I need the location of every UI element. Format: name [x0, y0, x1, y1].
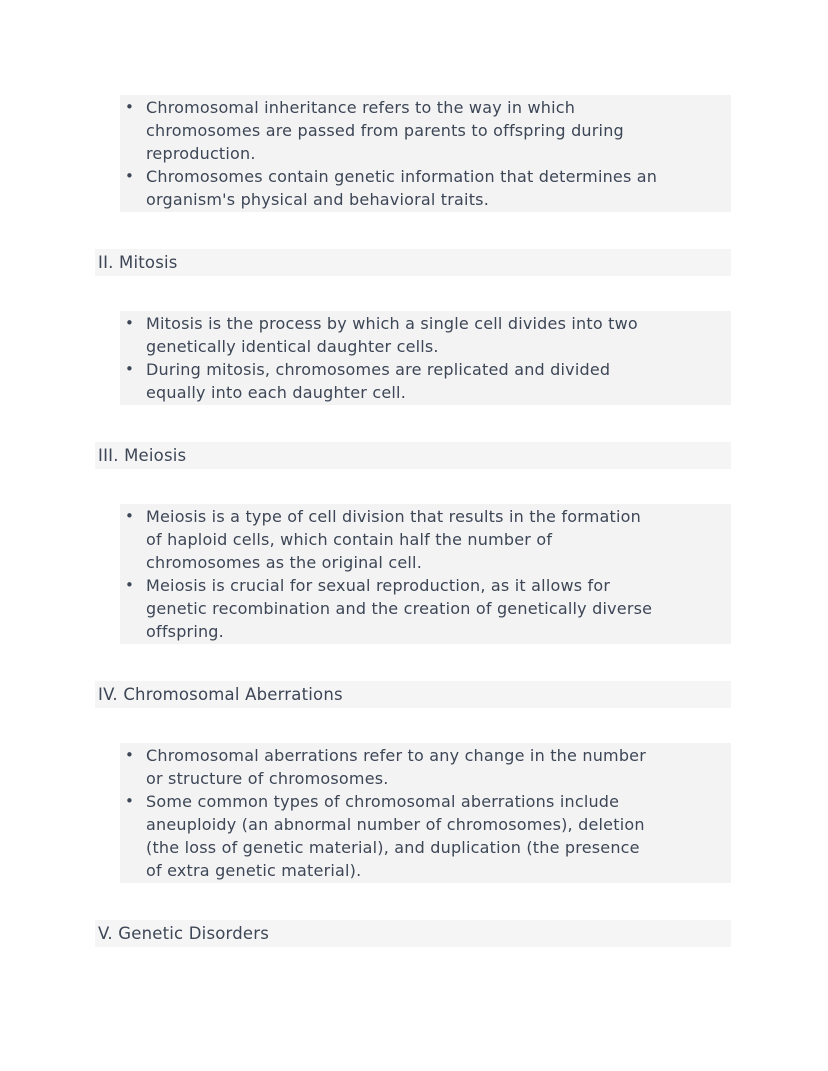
bullet-marker-icon: •	[125, 792, 135, 810]
section-heading	[95, 681, 731, 708]
bullet-text-line: Chromosomes contain genetic information that determines an	[146, 167, 658, 186]
bullet-list	[120, 311, 731, 405]
bullet-text-line: of haploid cells, which contain half the number of	[146, 530, 553, 549]
bullet-text-line: of extra genetic material).	[146, 861, 362, 880]
section-heading	[95, 920, 731, 947]
bullet-text-line: Mitosis is the process by which a single cell divides into two	[146, 314, 638, 333]
bullet-marker-icon: •	[125, 576, 135, 594]
bullet-list	[120, 504, 731, 644]
list-item	[120, 96, 731, 165]
section-heading-label: IV. Chromosomal Aberrations	[98, 685, 343, 704]
list-item	[120, 505, 731, 574]
bullet-text-line: organism's physical and behavioral traits.	[146, 190, 490, 209]
bullet-text-line: Meiosis is a type of cell division that results in the formation	[146, 507, 641, 526]
bullet-text-line: (the loss of genetic material), and duplication (the presence	[146, 838, 640, 857]
section-heading	[95, 442, 731, 469]
bullet-text-line: Chromosomal aberrations refer to any change in the number	[146, 746, 646, 765]
bullet-marker-icon: •	[125, 98, 135, 116]
list-item	[120, 358, 731, 404]
bullet-text-line: During mitosis, chromosomes are replicated and divided	[146, 360, 611, 379]
bullet-marker-icon: •	[125, 314, 135, 332]
section-heading-label: V. Genetic Disorders	[98, 924, 270, 943]
bullet-list	[120, 743, 731, 883]
section-heading	[95, 249, 731, 276]
list-item	[120, 574, 731, 643]
list-item	[120, 744, 731, 790]
bullet-text-line: offspring.	[146, 622, 224, 641]
bullet-text-line: chromosomes are passed from parents to offspring during	[146, 121, 624, 140]
list-item	[120, 312, 731, 358]
bullet-text-line: Chromosomal inheritance refers to the way in which	[146, 98, 576, 117]
section-heading-label: II. Mitosis	[98, 253, 178, 272]
bullet-text-line: reproduction.	[146, 144, 256, 163]
bullet-text-line: genetically identical daughter cells.	[146, 337, 439, 356]
bullet-marker-icon: •	[125, 167, 135, 185]
section-heading-label: III. Meiosis	[98, 446, 187, 465]
bullet-marker-icon: •	[125, 746, 135, 764]
bullet-list	[120, 95, 731, 212]
list-item	[120, 790, 731, 882]
bullet-text-line: chromosomes as the original cell.	[146, 553, 422, 572]
bullet-text-line: equally into each daughter cell.	[146, 383, 406, 402]
bullet-text-line: Meiosis is crucial for sexual reproduction, as it allows for	[146, 576, 611, 595]
bullet-marker-icon: •	[125, 507, 135, 525]
bullet-text-line: or structure of chromosomes.	[146, 769, 389, 788]
bullet-text-line: Some common types of chromosomal aberrations include	[146, 792, 620, 811]
bullet-marker-icon: •	[125, 360, 135, 378]
list-item	[120, 165, 731, 211]
bullet-text-line: aneuploidy (an abnormal number of chromosomes), deletion	[146, 815, 645, 834]
bullet-text-line: genetic recombination and the creation of genetically diverse	[146, 599, 653, 618]
